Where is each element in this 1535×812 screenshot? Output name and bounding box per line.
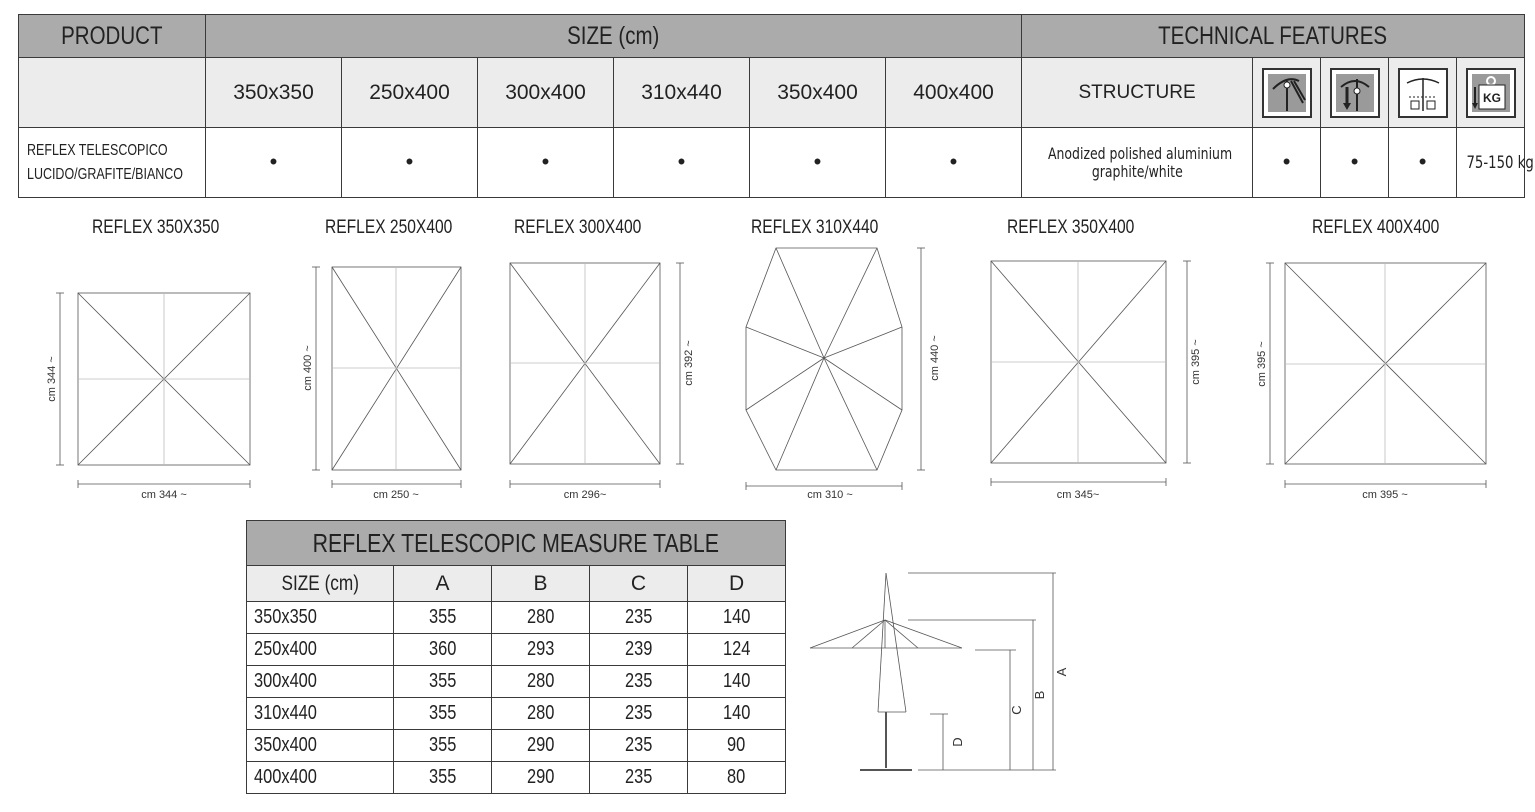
- plan-350x400-height-label: cm 395 ~: [1190, 339, 1202, 385]
- tilt-icon: [1262, 68, 1312, 118]
- plan-310x440-width-label: cm 310 ~: [807, 489, 853, 501]
- plan-310x440: [746, 248, 925, 490]
- structure-header: STRUCTURE: [1022, 58, 1253, 128]
- measure-col-size: SIZE (cm): [247, 566, 394, 602]
- weight-feature: [1457, 58, 1525, 128]
- table-row: 310x440 355 280 235 140: [247, 698, 786, 730]
- technical-features-header: TECHNICAL FEATURES: [1022, 15, 1525, 58]
- plan-300x400-width-label: cm 296~: [563, 489, 607, 501]
- plan-title-250x400: REFLEX 250X400: [325, 217, 453, 238]
- rotation-dot: •: [1389, 128, 1457, 198]
- plan-250x400-width-label: cm 250 ~: [373, 489, 419, 501]
- plan-400x400-width-label: cm 395 ~: [1362, 489, 1408, 501]
- table-row: 350x350 355 280 235 140: [247, 602, 786, 634]
- size-col-5: 400x400: [886, 58, 1022, 128]
- structure-material: Anodized polished aluminium graphite/white: [1022, 128, 1253, 198]
- plan-300x400-height-label: cm 392 ~: [683, 340, 695, 386]
- base-weight-icon: [1466, 68, 1516, 118]
- umbrella-side-diagram: [810, 573, 1056, 770]
- dim-b-label: B: [1032, 690, 1047, 700]
- measure-table: [246, 520, 786, 794]
- crank-lift-icon: [1330, 68, 1380, 118]
- table-row: 250x400 360 293 239 124: [247, 634, 786, 666]
- svg-text:KG: KG: [1482, 90, 1501, 105]
- availability-dot: •: [342, 128, 478, 198]
- plan-250x400: [312, 267, 461, 488]
- table-row: 400x400 355 290 235 80: [247, 762, 786, 794]
- size-col-4: 350x400: [750, 58, 886, 128]
- availability-dot: •: [614, 128, 750, 198]
- measure-col-a: A: [394, 566, 492, 602]
- plan-400x400-height-label: cm 395 ~: [1256, 341, 1268, 387]
- plan-title-300x400: REFLEX 300X400: [514, 217, 642, 238]
- availability-dot: •: [750, 128, 886, 198]
- plan-350x350-width-label: cm 344 ~: [141, 489, 187, 501]
- plan-title-400x400: REFLEX 400X400: [1312, 217, 1440, 238]
- dim-d-label: D: [950, 737, 965, 747]
- spec-table: [18, 14, 1534, 198]
- tilt-feature: [1253, 58, 1321, 128]
- plan-title-310x440: REFLEX 310X440: [751, 217, 879, 238]
- plan-title-350x400: REFLEX 350X400: [1007, 217, 1135, 238]
- availability-dot: •: [886, 128, 1022, 198]
- product-name: REFLEX TELESCOPICO LUCIDO/GRAFITE/BIANCO: [19, 128, 206, 198]
- rotation-table-icon: [1398, 68, 1448, 118]
- tilt-dot: •: [1253, 128, 1321, 198]
- plan-350x350: [56, 293, 250, 488]
- availability-dot: •: [478, 128, 614, 198]
- measure-table-title: REFLEX TELESCOPIC MEASURE TABLE: [247, 521, 786, 566]
- plan-300x400: [510, 263, 684, 488]
- plan-250x400-height-label: cm 400 ~: [302, 345, 314, 391]
- plan-310x440-height-label: cm 440 ~: [929, 335, 941, 381]
- measure-col-b: B: [492, 566, 590, 602]
- lift-feature: [1321, 58, 1389, 128]
- size-col-3: 310x440: [614, 58, 750, 128]
- plan-400x400: [1266, 263, 1486, 488]
- size-col-2: 300x400: [478, 58, 614, 128]
- plan-350x400: [991, 261, 1191, 486]
- measure-col-d: D: [688, 566, 786, 602]
- plan-350x400-width-label: cm 345~: [1056, 489, 1100, 501]
- weight-range: 75-150 kg: [1457, 128, 1525, 198]
- availability-dot: •: [206, 128, 342, 198]
- empty-cell: [19, 58, 206, 128]
- lift-dot: •: [1321, 128, 1389, 198]
- plan-350x350-height-label: cm 344 ~: [46, 356, 58, 402]
- size-col-0: 350x350: [206, 58, 342, 128]
- dim-c-label: C: [1009, 705, 1024, 715]
- table-row: 350x400 355 290 235 90: [247, 730, 786, 762]
- dim-a-label: A: [1054, 667, 1069, 677]
- plan-title-350x350: REFLEX 350X350: [92, 217, 220, 238]
- table-row: 300x400 355 280 235 140: [247, 666, 786, 698]
- rotation-feature: [1389, 58, 1457, 128]
- product-header: PRODUCT: [19, 15, 206, 58]
- size-col-1: 250x400: [342, 58, 478, 128]
- size-header: SIZE (cm): [206, 15, 1022, 58]
- measure-col-c: C: [590, 566, 688, 602]
